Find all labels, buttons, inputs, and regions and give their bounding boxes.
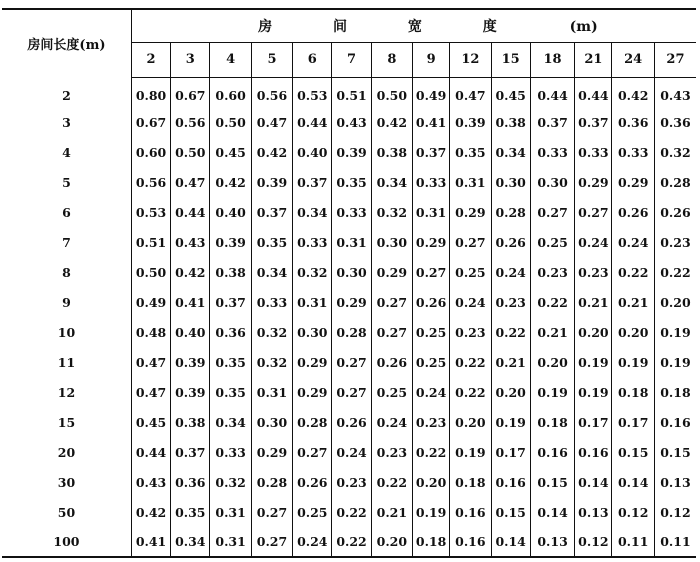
table-cell: 0.19	[413, 497, 450, 527]
table-cell: 0.40	[171, 317, 210, 347]
table-cell: 0.56	[251, 77, 292, 107]
header-char: 间	[333, 18, 348, 35]
table-cell: 0.20	[413, 467, 450, 497]
table-cell: 0.33	[413, 167, 450, 197]
table-cell: 0.18	[530, 407, 575, 437]
column-header-width-21: 21	[575, 42, 612, 77]
table-cell: 0.27	[332, 377, 371, 407]
table-cell: 0.24	[575, 227, 612, 257]
row-header-length: 8	[2, 257, 131, 287]
table-cell: 0.16	[660, 414, 691, 430]
table-cell: 0.26	[660, 204, 691, 220]
table-cell: 0.29	[575, 167, 612, 197]
table-cell: 0.29	[450, 197, 491, 227]
table-cell: 0.40	[293, 137, 332, 167]
table-cell: 0.22	[530, 287, 575, 317]
table-cell: 0.56	[131, 167, 170, 197]
table-row	[2, 317, 696, 347]
table-cell: 0.36	[660, 114, 691, 130]
table-cell: 0.53	[131, 197, 170, 227]
table-cell: 0.24	[612, 227, 654, 257]
table-cell: 0.18	[660, 384, 691, 400]
table-cell: 0.20	[450, 407, 491, 437]
table-cell: 0.24	[293, 527, 332, 557]
table-cell: 0.27	[371, 287, 412, 317]
table-cell: 0.17	[491, 437, 530, 467]
table-cell: 0.18	[612, 377, 654, 407]
table-cell: 0.36	[210, 317, 251, 347]
table-cell: 0.38	[210, 257, 251, 287]
table-cell: 0.37	[413, 137, 450, 167]
table-cell: 0.19	[612, 347, 654, 377]
table-cell: 0.29	[251, 437, 292, 467]
table-cell: 0.31	[210, 527, 251, 557]
table-cell: 0.21	[575, 287, 612, 317]
table-cell: 0.19	[660, 324, 691, 340]
table-cell: 0.33	[210, 437, 251, 467]
table-cell: 0.45	[210, 137, 251, 167]
table-row	[2, 227, 696, 257]
table-cell: 0.33	[575, 137, 612, 167]
column-header-width-4: 4	[210, 42, 251, 77]
table-cell: 0.42	[251, 137, 292, 167]
table-cell: 0.31	[413, 197, 450, 227]
table-row	[2, 137, 696, 167]
column-header-width-18: 18	[530, 42, 575, 77]
table-cell: 0.39	[171, 377, 210, 407]
table-cell: 0.23	[413, 407, 450, 437]
table-cell: 0.39	[332, 137, 371, 167]
table-cell: 0.20	[530, 347, 575, 377]
table-row	[2, 347, 696, 377]
table-cell: 0.27	[450, 227, 491, 257]
column-header-width-5: 5	[251, 42, 292, 77]
table-cell: 0.26	[413, 287, 450, 317]
table-row	[2, 467, 696, 497]
row-header-length: 11	[2, 347, 131, 377]
table-cell: 0.43	[171, 227, 210, 257]
table-cell: 0.50	[131, 257, 170, 287]
table-cell: 0.29	[413, 227, 450, 257]
table-cell: 0.43	[131, 467, 170, 497]
table-cell: 0.33	[293, 227, 332, 257]
table-cell: 0.43	[332, 107, 371, 137]
table-cell: 0.12	[612, 497, 654, 527]
table-cell: 0.23	[530, 257, 575, 287]
table-cell: 0.47	[450, 77, 491, 107]
table-cell: 0.34	[371, 167, 412, 197]
table-cell: 0.44	[131, 437, 170, 467]
table-cell: 0.25	[371, 377, 412, 407]
table-cell: 0.35	[210, 347, 251, 377]
table-cell: 0.27	[293, 437, 332, 467]
table-cell: 0.24	[332, 437, 371, 467]
table-cell: 0.16	[575, 437, 612, 467]
table-cell: 0.23	[371, 437, 412, 467]
table-cell: 0.56	[171, 107, 210, 137]
table-cell: 0.11	[612, 527, 654, 557]
table-cell: 0.32	[371, 197, 412, 227]
table-cell: 0.15	[491, 497, 530, 527]
table-cell: 0.45	[491, 77, 530, 107]
table-row	[2, 257, 696, 287]
table-cell: 0.23	[332, 467, 371, 497]
table-row	[2, 107, 696, 137]
table-cell: 0.53	[293, 77, 332, 107]
table-cell: 0.15	[660, 444, 691, 460]
table-cell: 0.34	[210, 407, 251, 437]
table-cell: 0.39	[210, 227, 251, 257]
table-row	[2, 527, 696, 557]
table-cell: 0.29	[612, 167, 654, 197]
table-cell: 0.14	[491, 527, 530, 557]
table-cell: 0.34	[293, 197, 332, 227]
table-cell: 0.21	[530, 317, 575, 347]
table-cell: 0.32	[210, 467, 251, 497]
column-header-width-6: 6	[293, 42, 332, 77]
table-cell: 0.35	[332, 167, 371, 197]
header-char: 宽	[407, 18, 422, 35]
table-cell: 0.13	[575, 497, 612, 527]
table-cell: 0.67	[171, 77, 210, 107]
column-header-width-24: 24	[612, 42, 654, 77]
column-header-width-7: 7	[332, 42, 371, 77]
table-cell: 0.24	[491, 257, 530, 287]
table-cell: 0.60	[131, 137, 170, 167]
table-cell: 0.39	[251, 167, 292, 197]
table-cell: 0.19	[575, 347, 612, 377]
table-cell: 0.32	[251, 317, 292, 347]
table-cell: 0.20	[612, 317, 654, 347]
table-cell: 0.15	[612, 437, 654, 467]
row-header-length: 12	[2, 377, 131, 407]
table-cell: 0.27	[332, 347, 371, 377]
table-cell: 0.30	[491, 167, 530, 197]
table-cell: 0.31	[293, 287, 332, 317]
table-cell: 0.49	[131, 287, 170, 317]
table-cell: 0.20	[491, 377, 530, 407]
table-cell: 0.18	[450, 467, 491, 497]
column-header-width-2: 2	[131, 42, 170, 77]
table-cell: 0.16	[450, 527, 491, 557]
table-cell: 0.33	[530, 137, 575, 167]
table-cell: 0.14	[530, 497, 575, 527]
table-cell: 0.33	[612, 137, 654, 167]
table-cell: 0.20	[371, 527, 412, 557]
table-cell: 0.50	[371, 77, 412, 107]
table-row	[2, 497, 696, 527]
table-cell: 0.18	[413, 527, 450, 557]
table-cell: 0.15	[530, 467, 575, 497]
table-cell: 0.32	[251, 347, 292, 377]
table-cell: 0.12	[660, 504, 691, 520]
table-cell: 0.20	[660, 294, 691, 310]
table-cell: 0.22	[612, 257, 654, 287]
row-header-length: 15	[2, 407, 131, 437]
table-cell: 0.29	[332, 287, 371, 317]
row-header-length: 4	[2, 137, 131, 167]
table-cell: 0.21	[491, 347, 530, 377]
table-cell: 0.22	[371, 467, 412, 497]
table-cell: 0.30	[293, 317, 332, 347]
table-cell: 0.13	[660, 474, 691, 490]
row-header-length: 30	[2, 467, 131, 497]
corner-label: 房间长度(m)	[2, 9, 131, 77]
table-cell: 0.28	[660, 174, 691, 190]
table-cell: 0.26	[371, 347, 412, 377]
table-cell: 0.42	[210, 167, 251, 197]
table-cell: 0.42	[371, 107, 412, 137]
table-cell: 0.23	[660, 234, 691, 250]
table-cell: 0.37	[171, 437, 210, 467]
row-header-length: 9	[2, 287, 131, 317]
table-row	[2, 197, 696, 227]
row-header-length: 20	[2, 437, 131, 467]
table-cell: 0.22	[450, 377, 491, 407]
table-cell: 0.12	[575, 527, 612, 557]
table-cell: 0.67	[131, 107, 170, 137]
table-cell: 0.30	[251, 407, 292, 437]
table-row	[2, 407, 696, 437]
table-cell: 0.14	[575, 467, 612, 497]
table-cell: 0.21	[612, 287, 654, 317]
table-cell: 0.21	[371, 497, 412, 527]
table-cell: 0.41	[171, 287, 210, 317]
table-cell: 0.37	[575, 107, 612, 137]
column-header-width-8: 8	[371, 42, 412, 77]
width-header-title	[131, 9, 696, 42]
row-header-length: 3	[2, 107, 131, 137]
table-cell: 0.42	[612, 77, 654, 107]
table-cell: 0.37	[530, 107, 575, 137]
table-cell: 0.51	[131, 227, 170, 257]
table-cell: 0.40	[210, 197, 251, 227]
table-cell: 0.35	[171, 497, 210, 527]
table-cell: 0.19	[660, 354, 691, 370]
table-cell: 0.41	[131, 527, 170, 557]
header-char: 房	[258, 18, 273, 35]
table-cell: 0.27	[413, 257, 450, 287]
table-cell: 0.24	[371, 407, 412, 437]
table-cell: 0.17	[575, 407, 612, 437]
table-cell: 0.16	[491, 467, 530, 497]
table-cell: 0.38	[491, 107, 530, 137]
table-cell: 0.47	[131, 377, 170, 407]
table-cell: 0.22	[413, 437, 450, 467]
table-cell: 0.30	[371, 227, 412, 257]
table-cell: 0.33	[332, 197, 371, 227]
table-cell: 0.60	[210, 77, 251, 107]
table-cell: 0.29	[293, 377, 332, 407]
table-cell: 0.22	[332, 497, 371, 527]
table-cell: 0.50	[171, 137, 210, 167]
table-cell: 0.23	[491, 287, 530, 317]
table-cell: 0.29	[371, 257, 412, 287]
table-cell: 0.36	[171, 467, 210, 497]
table-row	[2, 167, 696, 197]
table-cell: 0.34	[171, 527, 210, 557]
table-row	[2, 437, 696, 467]
table-cell: 0.24	[450, 287, 491, 317]
table-cell: 0.28	[332, 317, 371, 347]
table-cell: 0.13	[530, 527, 575, 557]
table-cell: 0.50	[210, 107, 251, 137]
table-cell: 0.28	[251, 467, 292, 497]
column-header-width-27: 27	[654, 42, 696, 77]
table-body	[2, 77, 696, 557]
row-header-length: 6	[2, 197, 131, 227]
table-cell: 0.19	[491, 407, 530, 437]
table-cell: 0.27	[575, 197, 612, 227]
table-cell: 0.25	[450, 257, 491, 287]
table-row	[2, 77, 696, 107]
row-header-length: 7	[2, 227, 131, 257]
column-header-width-15: 15	[491, 42, 530, 77]
table-cell: 0.24	[413, 377, 450, 407]
table-cell: 0.44	[530, 77, 575, 107]
table-cell: 0.33	[251, 287, 292, 317]
table-cell: 0.39	[171, 347, 210, 377]
table-cell: 0.44	[293, 107, 332, 137]
table-cell: 0.35	[251, 227, 292, 257]
table-cell: 0.16	[450, 497, 491, 527]
table-cell: 0.17	[612, 407, 654, 437]
row-header-length: 50	[2, 497, 131, 527]
width-header-unit: (m)	[569, 18, 598, 35]
table-cell: 0.34	[491, 137, 530, 167]
table-cell: 0.29	[293, 347, 332, 377]
table-cell: 0.51	[332, 77, 371, 107]
table-cell: 0.37	[210, 287, 251, 317]
table-cell: 0.28	[491, 197, 530, 227]
table-cell: 0.27	[371, 317, 412, 347]
table-cell: 0.49	[413, 77, 450, 107]
table-row	[2, 377, 696, 407]
table-cell: 0.31	[251, 377, 292, 407]
table-cell: 0.11	[660, 534, 691, 549]
table-cell: 0.34	[251, 257, 292, 287]
width-header-chars	[230, 19, 530, 35]
column-header-width-3: 3	[171, 42, 210, 77]
table-cell: 0.26	[332, 407, 371, 437]
table-cell: 0.25	[413, 317, 450, 347]
table-cell: 0.43	[660, 87, 691, 103]
table-cell: 0.48	[131, 317, 170, 347]
table-cell: 0.44	[171, 197, 210, 227]
table-cell: 0.30	[332, 257, 371, 287]
header-char: 度	[482, 18, 497, 35]
room-coefficient-table	[2, 8, 696, 558]
table-cell: 0.25	[530, 227, 575, 257]
row-header-length: 10	[2, 317, 131, 347]
table-cell: 0.25	[413, 347, 450, 377]
table-cell: 0.27	[251, 497, 292, 527]
row-header-length: 2	[2, 77, 131, 107]
table-cell: 0.47	[251, 107, 292, 137]
table-cell: 0.35	[210, 377, 251, 407]
table-cell: 0.16	[530, 437, 575, 467]
table-cell: 0.22	[332, 527, 371, 557]
table-cell: 0.22	[450, 347, 491, 377]
table-cell: 0.20	[575, 317, 612, 347]
table-cell: 0.37	[251, 197, 292, 227]
table-cell: 0.22	[491, 317, 530, 347]
table-cell: 0.38	[371, 137, 412, 167]
table-cell: 0.30	[530, 167, 575, 197]
table-cell: 0.42	[171, 257, 210, 287]
table-cell: 0.32	[293, 257, 332, 287]
row-header-length: 100	[2, 527, 131, 557]
table-cell: 0.31	[332, 227, 371, 257]
table-cell: 0.38	[171, 407, 210, 437]
table-cell: 0.27	[251, 527, 292, 557]
table-cell: 0.44	[575, 77, 612, 107]
table-cell: 0.37	[293, 167, 332, 197]
table-cell: 0.28	[293, 407, 332, 437]
table-cell: 0.23	[450, 317, 491, 347]
table-cell: 0.22	[660, 264, 691, 280]
table-cell: 0.42	[131, 497, 170, 527]
table-cell: 0.27	[530, 197, 575, 227]
table-cell: 0.39	[450, 107, 491, 137]
table-cell: 0.41	[413, 107, 450, 137]
column-header-width-9: 9	[413, 42, 450, 77]
table-cell: 0.19	[450, 437, 491, 467]
table-cell: 0.26	[293, 467, 332, 497]
table-cell: 0.23	[575, 257, 612, 287]
column-header-width-12: 12	[450, 42, 491, 77]
table-cell: 0.26	[612, 197, 654, 227]
table-cell: 0.26	[491, 227, 530, 257]
row-header-length: 5	[2, 167, 131, 197]
table-cell: 0.19	[530, 377, 575, 407]
table-cell: 0.45	[131, 407, 170, 437]
table-cell: 0.19	[575, 377, 612, 407]
table-cell: 0.47	[171, 167, 210, 197]
table-cell: 0.25	[293, 497, 332, 527]
table-cell: 0.35	[450, 137, 491, 167]
table-cell: 0.32	[660, 144, 691, 160]
table-cell: 0.36	[612, 107, 654, 137]
table-row	[2, 287, 696, 317]
table-cell: 0.31	[210, 497, 251, 527]
table-cell: 0.31	[450, 167, 491, 197]
table-cell: 0.47	[131, 347, 170, 377]
table-cell: 0.80	[131, 77, 170, 107]
table-cell: 0.14	[612, 467, 654, 497]
